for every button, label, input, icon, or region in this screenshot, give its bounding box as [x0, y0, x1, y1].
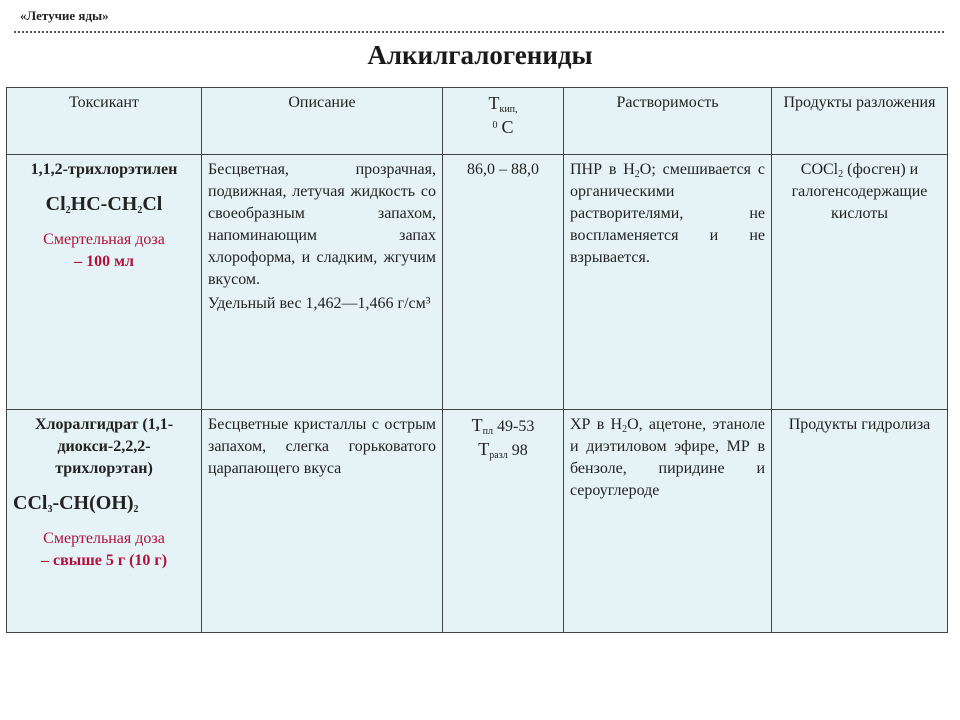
- lethal-dose-label: Смертельная доза: [43, 530, 165, 547]
- temperature-cell: [443, 410, 564, 633]
- table-row: [7, 410, 948, 633]
- col-toxicant: Токсикант: [7, 88, 202, 155]
- table-row: [7, 155, 948, 410]
- products-cell: COCl$_2$ (фосген) и галогенсодержащие кислоты: [772, 155, 948, 410]
- lethal-dose-value: – свыше 5 г (10 г): [40, 552, 168, 569]
- dotted-divider: [14, 31, 944, 33]
- lethal-dose-label: Смертельная доза: [43, 231, 165, 248]
- t-letter: T: [488, 93, 500, 113]
- col-solubility: Растворимость: [564, 88, 772, 155]
- products-cell: Продукты гидролиза: [772, 410, 948, 633]
- col-products: Продукты разложения: [772, 88, 948, 155]
- chemical-formula: $CCl_3-CH(OH)_2$: [13, 492, 139, 515]
- col-temperature: [443, 88, 564, 155]
- page-title: Алкилгалогениды: [367, 40, 593, 70]
- table-header-row: [7, 88, 948, 155]
- t-unit: С: [501, 117, 514, 137]
- t-sub: кип,: [499, 104, 518, 115]
- description-cell: [202, 155, 443, 410]
- lethal-dose-value: – 100 мл: [74, 253, 134, 270]
- col-description: Описание: [202, 88, 443, 155]
- toxicant-cell: [7, 155, 202, 410]
- solubility-cell: ХР в $H_2O$, ацетоне, этаноле и диэтиловом эфире, МР в бензоле, пиридине и сероуглероде: [564, 410, 772, 633]
- toxicant-name: Хлоралгидрат (1,1-диокси-2,2,2-трихлорэтан): [34, 416, 174, 477]
- toxicant-cell: [7, 410, 202, 633]
- toxicant-name: 1,1,2-трихлорэтилен: [30, 161, 178, 178]
- toxicants-table: [6, 87, 948, 633]
- header-label: «Летучие яды»: [20, 8, 109, 23]
- melting-temp: $T_{пл}$ 49-53: [471, 415, 535, 437]
- density-text: Удельный вес 1,462—1,466 г/см³: [208, 295, 431, 312]
- solubility-cell: ПНР в $H_2O$; смешивается с органическими растворителями, не воспламеняется и не взрывается.: [564, 155, 772, 410]
- description-cell: Бесцветные кристаллы с острым запахом, слегка горьковатого царапающего вкуса: [202, 410, 443, 633]
- description-text: Бесцветная, прозрачная, подвижная, летучая жидкость со своеобразным запахом, напоминающим запах хлороформа, и сладким, жгучим вкусом.: [208, 161, 436, 288]
- t-sup: 0: [492, 120, 498, 131]
- temperature-cell: 86,0 – 88,0: [443, 155, 564, 410]
- decomposition-temp: $T_{разл}$ 98: [478, 439, 528, 461]
- chemical-formula: $Cl_2HC-CH_2Cl$: [45, 193, 163, 216]
